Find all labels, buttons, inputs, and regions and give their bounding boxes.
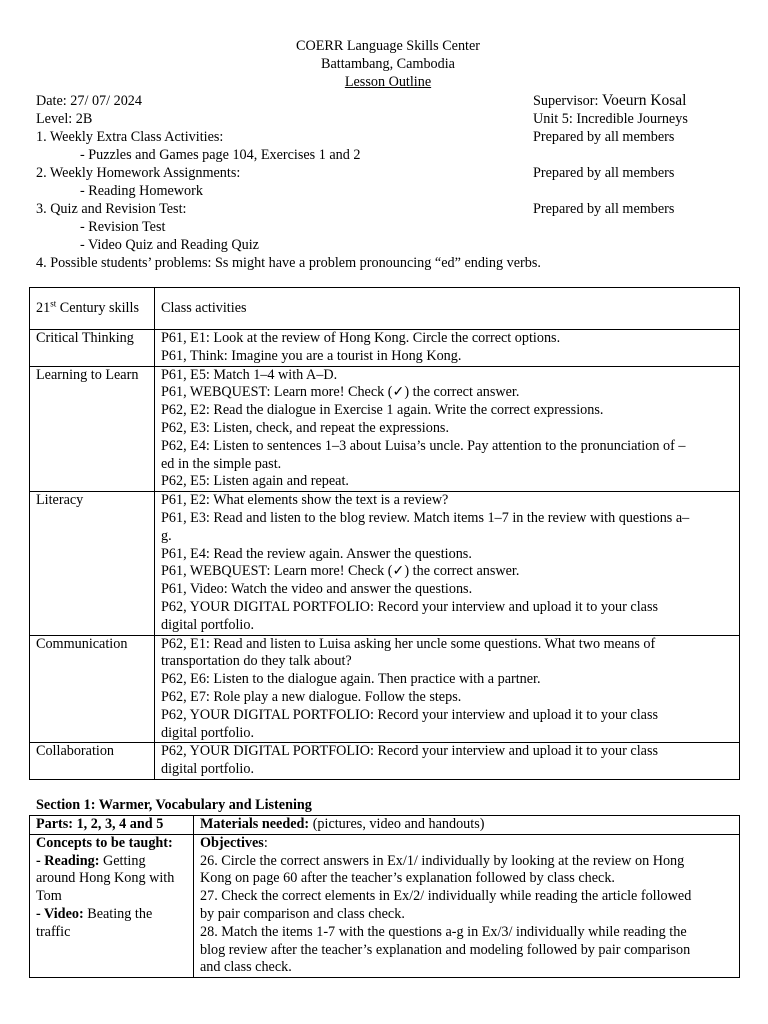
video-value-cont: traffic [36,923,71,940]
objective-line: Kong on page 60 after the teacher’s explanation followed by class check. [200,870,615,887]
objective-line: 28. Match the items 1-7 with the questions a-g in Ex/3/ individually while reading the [200,923,687,940]
skill-activities [155,366,740,492]
section-1-title: Section 1: Warmer, Vocabulary and Listening [36,797,312,813]
supervisor-label: Supervisor: [533,93,602,109]
parts-label: Parts: 1, 2, 3, 4 and 5 [36,816,164,832]
header-skill-text: Century skills [56,299,139,316]
skills-row [30,743,740,780]
skill-name: Literacy [30,492,155,635]
lesson-level: Level: 2B [36,111,93,127]
video-line [36,906,189,924]
activity-line: digital portfolio. [161,761,254,778]
skill-activities [155,492,740,635]
skills-table [29,287,740,780]
skill-name: Communication [30,635,155,743]
activity-line: digital portfolio. [161,724,254,741]
skill-activities [155,635,740,743]
activity-line: P62, YOUR DIGITAL PORTFOLIO: Record your interview and upload it to your class [161,706,658,723]
organization-name: COERR Language Skills Center [295,38,481,54]
objective-line: 26. Circle the correct answers in Ex/1/ individually by looking at the review on Hong [200,852,685,869]
skills-row [30,330,740,367]
activity-line: P62, E4: Listen to sentences 1–3 about Luisa’s uncle. Pay attention to the pronunciation of – [161,437,686,454]
unit-title: Unit 5: Incredible Journeys [533,111,688,127]
activity-line: P62, YOUR DIGITAL PORTFOLIO: Record your interview and upload it to your class [161,743,658,760]
reading-label: - Reading: [36,852,100,869]
skill-name: Collaboration [30,743,155,780]
outline-item-3: 3. Quiz and Revision Test: [36,201,187,217]
concepts-cell [30,834,194,977]
activity-line: P61, E5: Match 1–4 with A–D. [161,366,338,383]
header-skill-number: 21 [36,299,51,316]
objectives-colon: : [263,834,268,851]
reading-value-cont: Tom [36,888,62,905]
objectives-heading-line [200,835,734,853]
section-1-header-row [30,816,740,835]
activity-line: P61, WEBQUEST: Learn more! Check (✓) the correct answer. [161,384,520,401]
activity-line: P62, E1: Read and listen to Luisa asking her uncle some questions. What two means of [161,635,656,652]
activity-line: P62, YOUR DIGITAL PORTFOLIO: Record your interview and upload it to your class [161,598,658,615]
activity-line: P61, Think: Imagine you are a tourist in Hong Kong. [161,347,462,364]
header-skill-cell [30,288,155,330]
reading-value: Getting [99,852,146,869]
objective-line: blog review after the teacher’s explanation and modeling followed by pair comparison [200,941,691,958]
skill-name: Critical Thinking [30,330,155,367]
materials-cell [194,816,740,835]
activity-line: P61, E2: What elements show the text is a review? [161,492,449,509]
outline-item-2-sub: - Reading Homework [80,183,203,199]
activity-line: P61, WEBQUEST: Learn more! Check (✓) the correct answer. [161,563,520,580]
prepared-by-1: Prepared by all members [533,129,675,145]
skills-row [30,366,740,492]
outline-item-1-sub: - Puzzles and Games page 104, Exercises 1 and 2 [80,147,361,163]
doc-title-wrap [0,74,768,92]
skill-name: Learning to Learn [30,366,155,492]
skills-row [30,635,740,743]
objectives-label: Objectives [200,834,264,851]
activity-line: P61, E1: Look at the review of Hong Kong. Circle the correct options. [161,330,561,346]
concepts-label: Concepts to be taught: [36,834,173,851]
skill-activities [155,743,740,780]
activity-line: P62, E2: Read the dialogue in Exercise 1 again. Write the correct expressions. [161,402,604,419]
materials-value: (pictures, video and handouts) [309,816,485,832]
reading-line [36,853,189,871]
supervisor [533,92,687,111]
activity-line: P62, E5: Listen again and repeat. [161,473,349,490]
activity-line: P62, E7: Role play a new dialogue. Follow the steps. [161,688,462,705]
activity-line: digital portfolio. [161,616,254,633]
concepts-heading-line [36,835,189,853]
header-skill-suffix: st [50,297,57,308]
section-1-table [29,815,740,978]
section-1-body-row [30,834,740,977]
supervisor-name: Voeurn Kosal [601,92,687,109]
objective-line: by pair comparison and class check. [200,905,405,922]
organization-location: Battambang, Cambodia [321,56,455,72]
skills-row [30,492,740,635]
activity-line: g. [161,527,172,544]
prepared-by-2: Prepared by all members [533,165,675,181]
activity-line: P62, E6: Listen to the dialogue again. Then practice with a partner. [161,671,541,688]
objectives-cell [194,834,740,977]
outline-item-3-sub-1: - Revision Test [80,219,166,235]
skills-table-header [30,288,740,330]
outline-item-2: 2. Weekly Homework Assignments: [36,165,241,181]
activity-line: P62, E3: Listen, check, and repeat the expressions. [161,419,450,436]
objective-line: and class check. [200,959,292,976]
outline-item-3-sub-2: - Video Quiz and Reading Quiz [80,237,259,253]
video-value: Beating the [83,905,153,922]
activity-line: ed in the simple past. [161,455,282,472]
materials-label: Materials needed: [200,816,310,832]
outline-item-4: 4. Possible students’ problems: Ss might have a problem pronouncing “ed” ending verbs. [36,255,541,271]
video-label: - Video: [36,905,84,922]
activity-line: transportation do they talk about? [161,653,352,670]
prepared-by-3: Prepared by all members [533,201,675,217]
activity-line: P61, E4: Read the review again. Answer the questions. [161,545,472,562]
reading-value-cont: around Hong Kong with [36,870,175,887]
objective-line: 27. Check the correct elements in Ex/2/ individually while reading the article followed [200,888,692,905]
skill-activities [155,330,740,367]
activity-line: P61, Video: Watch the video and answer the questions. [161,581,473,598]
header-activities-cell: Class activities [155,288,740,330]
activity-line: P61, E3: Read and listen to the blog review. Match items 1–7 in the review with questions a– [161,509,690,526]
outline-item-1: 1. Weekly Extra Class Activities: [36,129,224,145]
parts-cell [30,816,194,835]
doc-title: Lesson Outline [344,74,432,90]
lesson-date: Date: 27/ 07/ 2024 [36,93,142,109]
